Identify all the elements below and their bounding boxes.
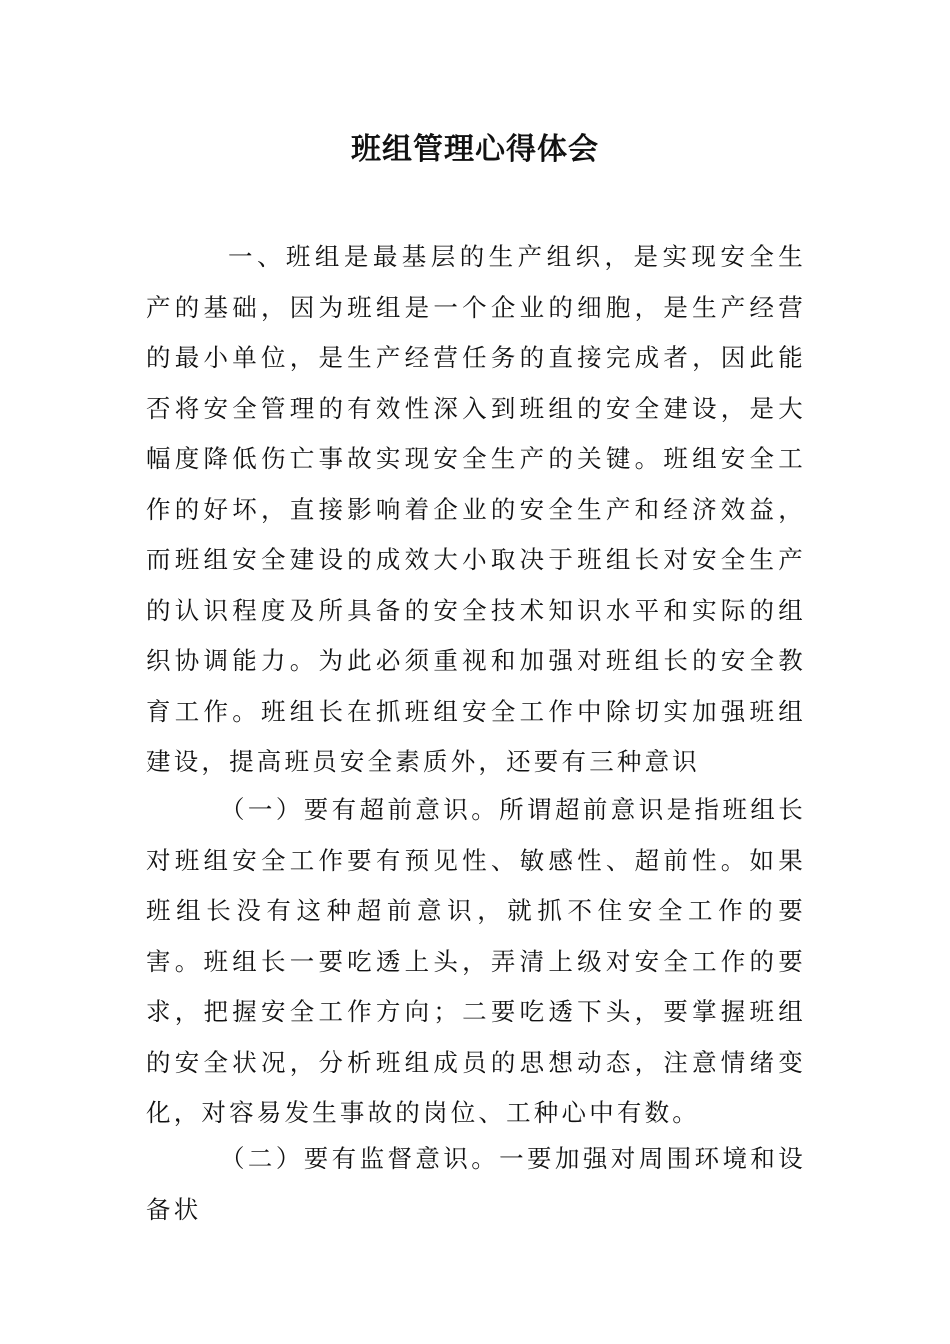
paragraph-supervision-awareness: （二）要有监督意识。一要加强对周围环境和设备状 [146, 1144, 806, 1224]
paragraph-intro: 一、班组是最基层的生产组织，是实现安全生产的基础，因为班组是一个企业的细胞，是生产经营的最小单位，是生产经营任务的直接完成者，因此能否将安全管理的有效性深入到班组的安全建设，是大幅度降低伤亡事故实现安全生产的关键。班组安全工作的好坏，直接影响着企业的安全生产和经济效益，而班组安全建设的成效大小取决于班组长对安全生产的认识程度及所具备的安全技术知识水平和实际的组织协调能力。为此必须重视和加强对班组长的安全教育工作。班组长在抓班组安全工作中除切实加强班组建设，提高班员安全素质外，还要有三种意识 [146, 242, 806, 776]
document-title: 班组管理心得体会 [351, 132, 599, 167]
paragraph-foresight-awareness: （一）要有超前意识。所谓超前意识是指班组长对班组安全工作要有预见性、敏感性、超前性。如果班组长没有这种超前意识，就抓不住安全工作的要害。班组长一要吃透上头，弄清上级对安全工作的要求，把握安全工作方向；二要吃透下头，要掌握班组的安全状况，分析班组成员的思想动态，注意情绪变化，对容易发生事故的岗位、工种心中有数。 [146, 795, 806, 1127]
